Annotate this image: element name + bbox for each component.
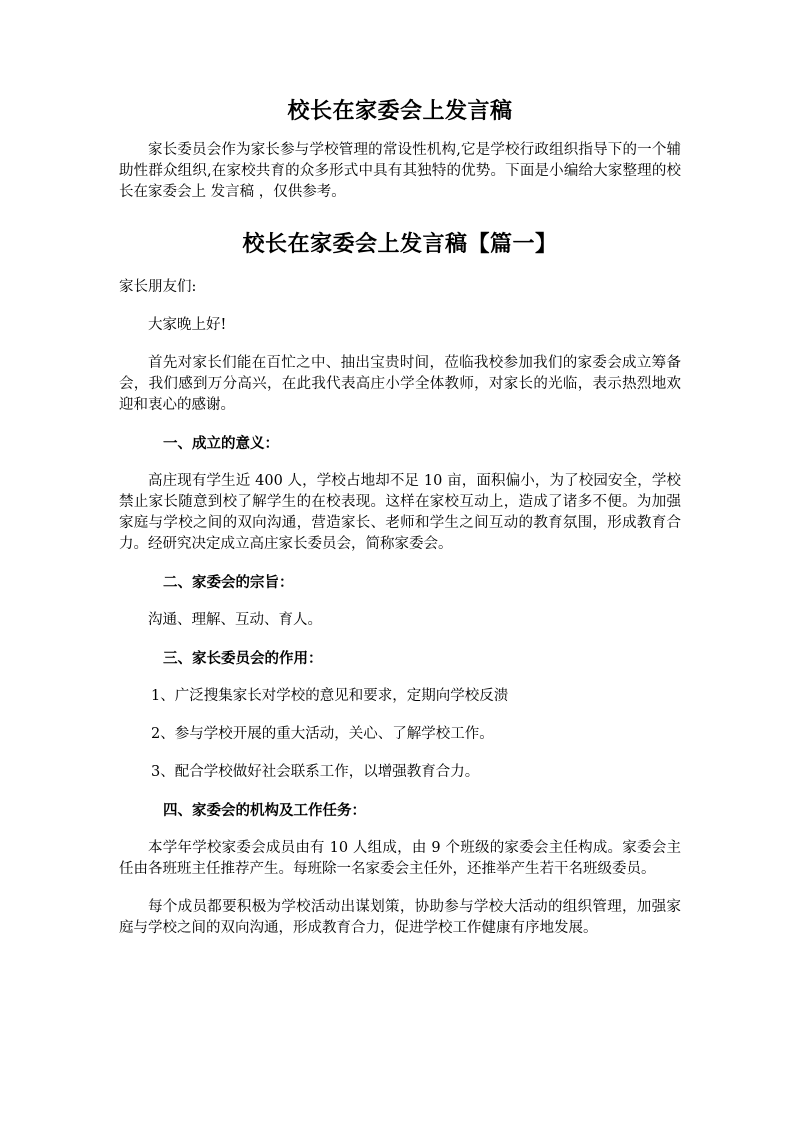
section-title: 校长在家委会上发言稿【篇一】 <box>242 231 558 257</box>
structure-paragraph: 本学年学校家委会成员由有 10 人组成，由 9 个班级的家委会主任构成。家委会主任由各班班主任推荐产生。每班除一名家委会主任外，还推举产生若干名班级委员。 <box>119 840 681 877</box>
heading-structure: 四、家委会的机构及工作任务： <box>163 802 366 819</box>
greeting-line: 大家晚上好! <box>148 317 227 333</box>
significance-paragraph: 高庄现有学生近 400 人，学校占地却不足 10 亩，面积偏小，为了校园安全，学校禁止家长随意到校了解学生的在校表现。这样在家校互动上，造成了诸多不便。为加强家庭与学校之间的双向沟通，营造家长、老师和学生之间互动的教育氛围，形成教育合力。经研究决定成立高庄家长委员会，简称家委会。 <box>119 473 681 552</box>
document-title: 校长在家委会上发言稿 <box>287 98 513 124</box>
duties-paragraph: 每个成员都要积极为学校活动出谋划策，协助参与学校大活动的组织管理，加强家庭与学校之间的双向沟通，形成教育合力，促进学校工作健康有序地发展。 <box>119 899 681 936</box>
role-item-2: 2、参与学校开展的重大活动，关心、了解学校工作。 <box>151 726 494 742</box>
role-item-1: 1、广泛搜集家长对学校的意见和要求，定期向学校反溃 <box>151 688 509 704</box>
role-item-3: 3、配合学校做好社会联系工作，以增强教育合力。 <box>151 764 480 780</box>
heading-role: 三、家长委员会的作用： <box>163 650 323 667</box>
intro-paragraph: 家长委员会作为家长参与学校管理的常设性机构,它是学校行政组织指导下的一个辅助性群众组织,在家校共育的众多形式中具有其独特的优势。下面是小编给大家整理的校长在家委会上 发言稿 ，仅供参考。 <box>119 142 681 200</box>
heading-purpose: 二、家委会的宗旨： <box>163 574 294 591</box>
opening-paragraph: 首先对家长们能在百忙之中、抽出宝贵时间，莅临我校参加我们的家委会成立筹备会，我们感到万分高兴，在此我代表高庄小学全体教师，对家长的光临，表示热烈地欢迎和衷心的感谢。 <box>119 355 681 413</box>
heading-significance: 一、成立的意义： <box>163 435 279 452</box>
salutation: 家长朋友们: <box>119 279 197 295</box>
purpose-paragraph: 沟通、理解、互动、育人。 <box>148 612 322 628</box>
